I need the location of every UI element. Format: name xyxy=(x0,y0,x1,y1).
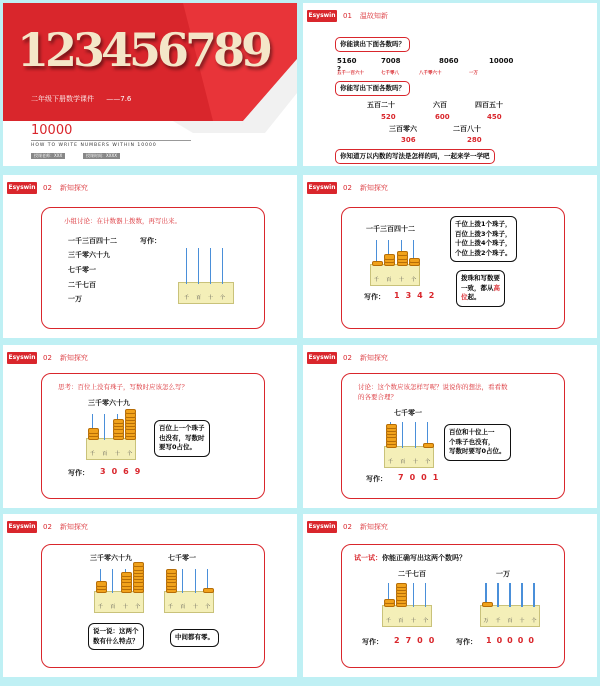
note-text: 起。 xyxy=(467,293,481,301)
section-header xyxy=(43,353,88,363)
ask-callout xyxy=(88,623,144,650)
digit: 7 xyxy=(398,473,410,482)
counting-frame xyxy=(178,248,234,304)
read-answer-1: 五千一百六十 xyxy=(337,71,364,76)
write-word-3: 四百五十 xyxy=(475,101,503,109)
bead xyxy=(203,588,214,593)
bead xyxy=(482,602,493,607)
digit: 3 xyxy=(100,467,112,476)
question-bubble-write: 你能写出下面各数吗？ xyxy=(335,81,410,96)
section-number: 02 xyxy=(343,523,352,531)
number-word: 一千三百四十二 xyxy=(366,225,415,233)
rod xyxy=(182,569,183,593)
section-title: 新知探究 xyxy=(359,523,388,531)
rod xyxy=(413,583,414,607)
rod xyxy=(186,248,187,284)
write-word-4: 三百零六 xyxy=(389,125,417,133)
number-word-a: 三千零六十九 xyxy=(90,554,132,562)
meta-left: 授课老师：XXX xyxy=(31,153,65,159)
explain-callout xyxy=(154,420,210,457)
place-label: 千 xyxy=(387,459,393,465)
write-word-5: 二百八十 xyxy=(453,125,481,133)
place-label: 千 xyxy=(373,277,379,283)
question-bubble-read: 你能读出下面各数吗？ xyxy=(335,37,410,52)
slide-example-7001[interactable] xyxy=(303,345,597,508)
slide-subtitle xyxy=(31,94,131,104)
section-header xyxy=(343,353,388,363)
slide-compare[interactable] xyxy=(3,514,297,677)
item-2: 三千零六十九 xyxy=(68,251,110,259)
bead xyxy=(396,583,407,588)
number-word-b: 一万 xyxy=(496,570,510,578)
bead xyxy=(397,251,408,256)
write-answer-2: 600 xyxy=(435,113,450,121)
explain-line: 个位上拨2个珠子。 xyxy=(455,248,512,257)
rod xyxy=(198,248,199,284)
section-header xyxy=(43,183,88,193)
content-card xyxy=(341,207,565,329)
slide-title[interactable] xyxy=(3,3,297,166)
content-card xyxy=(341,373,565,499)
bead xyxy=(88,428,99,433)
rod xyxy=(210,248,211,284)
place-label: 个 xyxy=(205,604,211,610)
slide-review[interactable] xyxy=(303,3,597,166)
bead xyxy=(409,258,420,263)
digit: 0 xyxy=(507,636,518,645)
read-number-4: 10000 xyxy=(489,57,514,65)
note-line xyxy=(461,293,500,303)
digit: 0 xyxy=(528,636,539,645)
rod xyxy=(112,569,113,593)
counting-frame xyxy=(384,420,434,468)
rod xyxy=(195,569,196,593)
rod xyxy=(509,583,510,607)
slide-example-3069[interactable] xyxy=(3,345,297,508)
bead xyxy=(423,443,434,448)
bead xyxy=(372,261,383,266)
explain-callout xyxy=(450,216,517,262)
write-word-1: 五百二十 xyxy=(367,101,395,109)
rod xyxy=(415,422,416,448)
content-card xyxy=(41,207,265,329)
written-digits-b xyxy=(486,636,539,645)
slide-example-1342[interactable] xyxy=(303,175,597,338)
content-card xyxy=(41,373,265,499)
section-header xyxy=(343,11,388,21)
place-label: 千 xyxy=(167,604,173,610)
read-number-2: 7008 xyxy=(381,57,401,65)
brand-logo: Esyswin xyxy=(307,182,337,194)
explain-line: 要写0占位。 xyxy=(159,443,197,451)
place-label: 万 xyxy=(483,618,489,624)
place-label: 千 xyxy=(385,618,391,624)
english-caption: HOW TO WRITE NUMBERS WITHIN 10000 xyxy=(31,143,157,148)
rod xyxy=(497,583,498,607)
section-number: 02 xyxy=(43,354,52,362)
write-label-b: 写作： xyxy=(456,638,477,646)
digit: 0 xyxy=(428,636,441,645)
brand-logo: Esyswin xyxy=(307,10,337,22)
item-5: 一万 xyxy=(68,295,82,303)
slide-group-discussion[interactable] xyxy=(3,175,297,338)
write-answer-1: 520 xyxy=(381,113,396,121)
place-label: 千 xyxy=(89,451,95,457)
bead xyxy=(133,562,144,567)
digit: 0 xyxy=(409,473,422,482)
number-word-a: 二千七百 xyxy=(398,570,426,578)
counting-frame-a xyxy=(382,581,432,627)
bead xyxy=(113,419,124,424)
bead xyxy=(96,581,107,586)
section-title: 温故知新 xyxy=(359,12,388,20)
place-label: 个 xyxy=(127,451,133,457)
place-label: 个 xyxy=(531,618,537,624)
explain-line: 百位和十位上一 xyxy=(449,428,495,436)
section-number: 02 xyxy=(43,523,52,531)
place-label: 百 xyxy=(195,295,201,301)
place-label: 千 xyxy=(97,604,103,610)
write-answer-5: 280 xyxy=(467,136,482,144)
write-label: 写作： xyxy=(364,293,385,301)
place-label: 个 xyxy=(411,277,417,283)
read-question-mark: ? xyxy=(337,65,342,73)
digit: 7 xyxy=(405,636,418,645)
digit: 0 xyxy=(517,636,529,645)
digit: 2 xyxy=(394,636,406,645)
rod xyxy=(402,422,403,448)
place-label: 个 xyxy=(425,459,431,465)
place-label: 十 xyxy=(207,295,213,301)
place-label: 十 xyxy=(410,618,416,624)
digit: 3 xyxy=(405,291,418,300)
subtitle-text: 二年级下册数学课件 xyxy=(31,95,94,103)
item-1: 一千三百四十二 xyxy=(68,237,117,245)
meta-right: 授课时间：XXXX xyxy=(83,153,120,159)
digit: 2 xyxy=(428,291,441,300)
write-word-2: 六百 xyxy=(433,101,447,109)
read-answer-3: 八千零六十 xyxy=(419,71,442,76)
counting-frame-b xyxy=(480,581,540,627)
closing-bubble: 你知道万以内数的写法是怎样的吗，一起来学一学吧 xyxy=(335,149,495,164)
bead xyxy=(384,599,395,604)
digit: 1 xyxy=(486,636,497,645)
explain-line: 十位上拨4个珠子， xyxy=(455,239,512,247)
section-title: 新知探究 xyxy=(59,523,88,531)
place-label: 十 xyxy=(122,604,128,610)
digit: 0 xyxy=(111,467,124,476)
bead xyxy=(166,569,177,574)
place-label: 百 xyxy=(398,618,404,624)
digit: 0 xyxy=(417,636,429,645)
place-label: 百 xyxy=(400,459,406,465)
bead xyxy=(121,572,132,577)
section-number: 02 xyxy=(43,184,52,192)
place-label: 十 xyxy=(412,459,418,465)
read-number-1: 5160 xyxy=(337,57,357,65)
brand-logo: Esyswin xyxy=(7,521,37,533)
explain-line: 也没有，写数时 xyxy=(159,433,205,442)
write-label: 写作： xyxy=(140,237,161,245)
slide-try[interactable] xyxy=(303,514,597,677)
place-label: 百 xyxy=(386,277,392,283)
write-label: 写作： xyxy=(366,475,387,483)
number-word: 七千零一 xyxy=(394,409,422,417)
written-digits xyxy=(394,291,440,300)
item-3: 七千零一 xyxy=(68,266,96,274)
note-highlight: 高 xyxy=(493,283,500,292)
title-number: 10000 xyxy=(31,123,73,138)
digit: 1 xyxy=(394,291,406,300)
explain-line: 个珠子也没有， xyxy=(449,437,495,446)
section-number: 02 xyxy=(343,354,352,362)
rod xyxy=(533,583,534,607)
note-callout xyxy=(456,270,505,307)
section-header xyxy=(43,522,88,532)
brand-logo: Esyswin xyxy=(7,352,37,364)
bead xyxy=(386,424,397,429)
section-number: 01 xyxy=(343,12,352,20)
rod xyxy=(425,583,426,607)
think-prompt: 思考：百位上没有珠子，写数时应该怎么写？ xyxy=(58,383,188,391)
counting-frame-b xyxy=(164,567,214,613)
ask-line: 数有什么特点？ xyxy=(93,636,139,645)
written-digits-a xyxy=(394,636,440,645)
discussion-prompt: 小组讨论：在计数器上拨数，再写出来。 xyxy=(64,217,181,225)
note-text: 一致，都从 xyxy=(461,283,494,292)
explain-callout xyxy=(444,424,511,461)
note-line xyxy=(461,284,500,294)
section-header xyxy=(343,183,388,193)
try-prompt xyxy=(354,553,466,563)
section-title: 新知探究 xyxy=(59,354,88,362)
try-label: 试一试： xyxy=(354,554,382,562)
digit: 0 xyxy=(421,473,433,482)
explain-line: 百位上一个珠子 xyxy=(159,424,205,432)
discuss-prompt-line-1: 讨论：这个数应该怎样写呢？说说你的想法，看看数 xyxy=(358,383,508,391)
section-title: 新知探究 xyxy=(359,184,388,192)
discuss-prompt-line-2: 的各要合理？ xyxy=(358,393,397,401)
read-number-3: 8060 xyxy=(439,57,459,65)
brand-logo: Esyswin xyxy=(307,521,337,533)
counting-frame xyxy=(86,412,136,460)
explain-line: 百位上拨3个珠子， xyxy=(455,229,512,238)
read-answer-2: 七千零八 xyxy=(381,71,399,76)
place-label: 百 xyxy=(110,604,116,610)
section-header xyxy=(343,522,388,532)
bead xyxy=(384,254,395,259)
note-line: 拨珠和写数要 xyxy=(461,274,500,282)
number-word: 三千零六十九 xyxy=(88,399,130,407)
place-label: 百 xyxy=(180,604,186,610)
write-answer-3: 450 xyxy=(487,113,502,121)
explain-line: 千位上拨1个珠子， xyxy=(455,220,512,228)
counting-frame-a xyxy=(94,567,144,613)
place-label: 百 xyxy=(507,618,513,624)
digit: 0 xyxy=(496,636,508,645)
number-word-b: 七千零一 xyxy=(168,554,196,562)
subtitle-dash: ——7.6 xyxy=(106,95,132,103)
place-label: 千 xyxy=(183,295,189,301)
place-label: 个 xyxy=(135,604,141,610)
rod xyxy=(521,583,522,607)
digit: 4 xyxy=(417,291,429,300)
written-digits xyxy=(100,467,146,476)
digit: 1 xyxy=(432,473,445,482)
place-label: 千 xyxy=(495,618,501,624)
big-digits: 123456789 xyxy=(17,23,270,77)
read-answer-4: 一万 xyxy=(469,71,478,76)
write-answer-4: 306 xyxy=(401,136,416,144)
bead xyxy=(125,409,136,414)
section-title: 新知探究 xyxy=(59,184,88,192)
write-label-a: 写作： xyxy=(362,638,383,646)
rod xyxy=(104,414,105,440)
item-4: 二千七百 xyxy=(68,281,96,289)
ask-line: 说一说：这两个 xyxy=(93,627,139,635)
content-card xyxy=(341,544,565,668)
brand-logo: Esyswin xyxy=(7,182,37,194)
counting-frame xyxy=(370,238,420,286)
content-card xyxy=(41,544,265,668)
place-label: 十 xyxy=(192,604,198,610)
section-title: 新知探究 xyxy=(359,354,388,362)
digit: 9 xyxy=(134,467,147,476)
place-label: 十 xyxy=(398,277,404,283)
written-digits xyxy=(398,473,444,482)
brand-logo: Esyswin xyxy=(307,352,337,364)
rod xyxy=(222,248,223,284)
place-label: 十 xyxy=(114,451,120,457)
place-label: 百 xyxy=(102,451,108,457)
write-label: 写作： xyxy=(68,469,89,477)
explain-line: 写数时要写0占位。 xyxy=(449,447,506,455)
place-label: 个 xyxy=(423,618,429,624)
try-text: 你能正确写出这两个数吗？ xyxy=(382,554,466,562)
note-highlight: 位 xyxy=(461,293,468,301)
section-number: 02 xyxy=(343,184,352,192)
answer-callout: 中间都有零。 xyxy=(170,629,219,647)
place-label: 个 xyxy=(219,295,225,301)
digit: 6 xyxy=(123,467,135,476)
title-divider xyxy=(31,140,191,141)
place-label: 十 xyxy=(519,618,525,624)
